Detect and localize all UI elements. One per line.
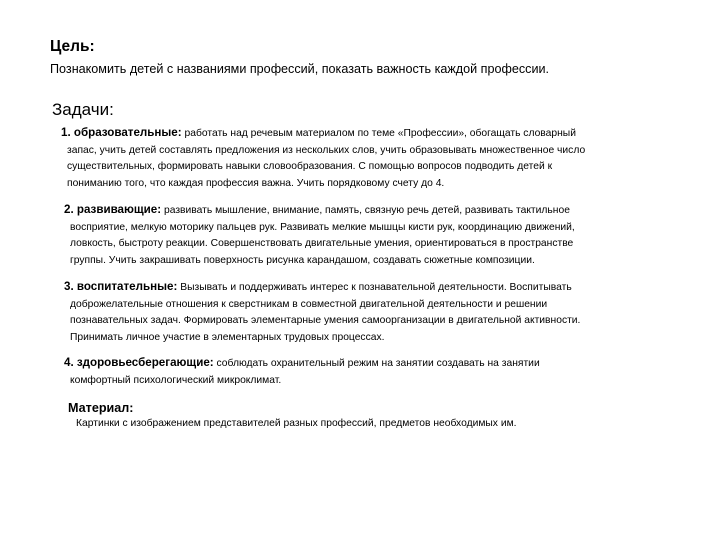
- goal-heading: Цель:: [50, 38, 95, 55]
- task-line: познавательных задач. Формировать элементарные умения самоорганизации в двигательной активности.: [70, 315, 581, 326]
- task-line: пониманию того, что каждая профессия важна. Учить порядковому счету до 4.: [67, 177, 445, 189]
- task-line: запас, учить детей составлять предложения из нескольких слов, учить образовывать множественное число: [67, 144, 586, 156]
- task-line: доброжелательные отношения к сверстникам в совместной двигательной деятельности и решении: [70, 298, 548, 310]
- task-line: [64, 355, 540, 373]
- task-lead: 2. развивающие:: [64, 203, 162, 216]
- task-line: комфортный психологический микроклимат.: [70, 374, 282, 386]
- task-text: соблюдать охранительный режим на занятии создавать на занятии: [216, 358, 540, 369]
- task-text: Вызывать и поддерживать интерес к познавательной деятельности. Воспитывать: [180, 282, 572, 293]
- task-line: Принимать личное участие в элементарных трудовых процессах.: [70, 331, 385, 343]
- task-upbringing: [64, 279, 580, 346]
- task-lead: 4. здоровьесберегающие:: [64, 356, 214, 369]
- material-text: Картинки с изображением представителей разных профессий, предметов необходимых им.: [76, 418, 517, 429]
- task-text: работать над речевым материалом по теме «Профессии», обогащать словарный: [184, 128, 576, 139]
- task-line: ловкость, быстроту реакции. Совершенствовать двигательные умения, ориентироваться в пространстве: [70, 238, 574, 249]
- material-heading: Материал:: [68, 401, 134, 415]
- task-line: [61, 125, 585, 143]
- goal-text: Познакомить детей с названиями профессий, показать важность каждой профессии.: [50, 62, 550, 76]
- task-line: группы. Учить закрашивать поверхность рисунка карандашом, создавать сюжетные композиции.: [70, 254, 535, 266]
- tasks-heading: Задачи:: [52, 100, 114, 119]
- task-line: [64, 279, 580, 297]
- task-educational: [61, 125, 585, 192]
- task-lead: 3. воспитательные:: [64, 280, 178, 293]
- task-developing: [64, 202, 575, 269]
- task-lead: 1. образовательные:: [61, 126, 182, 139]
- task-line: существительных, формировать навыки словообразования. С помощью вопросов подводить детей к: [67, 161, 553, 172]
- task-line: [64, 202, 575, 220]
- task-text: развивать мышление, внимание, память, связную речь детей, развивать тактильное: [164, 205, 570, 216]
- task-line: восприятие, мелкую моторику пальцев рук. Развивать мелкие мышцы кисти рук, координацию движений,: [70, 221, 575, 233]
- task-health: [64, 355, 540, 389]
